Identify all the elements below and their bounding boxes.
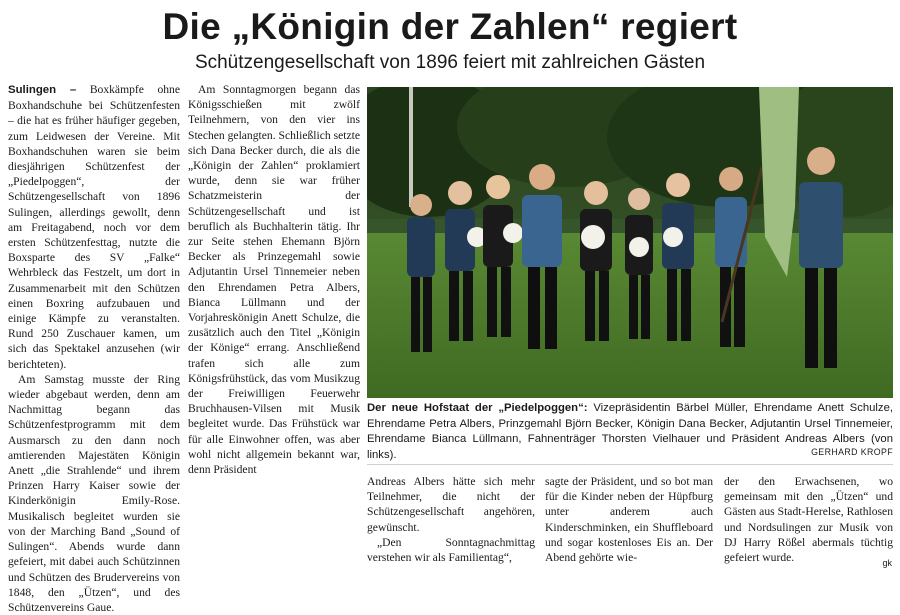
group-photo bbox=[367, 87, 893, 398]
article-column-2 bbox=[188, 82, 360, 577]
paragraph-text: Boxkämpfe ohne Boxhandschuhe bei Schützenfesten – die hat es früher häufiger gegeben, zum Leidwesen der Vereine. Mit Boxhandschuhen waren sie beim diesjährigen Schützenfest der „Piedelpoggen“, der Schützengesellschaft von 1896 Sulingen, allerdings gewollt, denn am Freitagabend, noch vor dem ersten Schützenfesttag, nutzte die Boxsparte des SV „Falke“ Wehrbleck das Festzelt, um dort in Zusammenarbeit mit den Schützen einen Boxring aufzubauen und einige Kämpfe zu veranstalten. Rund 250 Zuschauer kamen, um sich das Spektakel anzusehen (wir berichteten). bbox=[8, 83, 180, 371]
paragraph bbox=[8, 82, 180, 372]
author-signature: gk bbox=[882, 558, 892, 568]
paragraph: Andreas Albers hätte sich mehr Teilnehmer, die nicht der Schützengesellschaft angehören, gewünscht. bbox=[367, 475, 535, 534]
paragraph: sagte der Präsident, und so bot man für die Kinder neben der Hüpfburg unter anderem auch Kinderschminken, ein Shuffleboard und sogar kostenloses Eis an. Der Abend gehörte wie- bbox=[545, 475, 713, 565]
caption-text: Vizepräsidentin Bärbel Müller, Ehrendame Anett Schulze, Ehrendame Petra Albers, Prinzgemahl Björn Becker, Königin Dana Becker, Adjutantin Ursel Tinnemeier, Ehrendame Bianca Lüllmann, Fahnenträger Thorsten Vielhauer und Präsident Andreas Albers (von links). bbox=[367, 402, 893, 461]
dateline: Sulingen – bbox=[8, 84, 77, 96]
paragraph: Am Sonntagmorgen begann das Königsschießen mit zwölf Teilnehmern, von den vier ins Stechen gelangten. Schließlich setzte sich Dana Becker durch, die als die „Königin der Zahlen“ proklamiert wurde, denn sie war früher Schatzmeisterin der Schützengesellschaft und ist beruflich als Buchhalterin tätig. Ihr zur Seite stehen Ehemann Björn Becker als Prinzegemahl sowie Adjutantin Ursel Tinnemeier neben den Ehrendamen Petra Albers, Bianca Lüllmann und der Vorjahreskönigin Anett Schulze, die zusätzlich auch den Titel „Königin der Könige“ errang. Anschließend trafen sich alle zum Königsfrühstück, das vom Musikzug der Freiwilligen Feuerwehr Bruchhausen-Vilsen mit Musik begleitet wurde. Das Frühstück war für alle Einwohner offen, was aber wohl nicht allgemein bekannt war, denn Präsident bbox=[188, 83, 360, 477]
article-column-1 bbox=[8, 82, 180, 614]
headline: Die „Königin der Zahlen“ regiert bbox=[162, 6, 738, 47]
divider bbox=[367, 464, 893, 465]
subheadline: Schützengesellschaft von 1896 feiert mit zahlreichen Gästen bbox=[194, 52, 706, 73]
article-column-5 bbox=[724, 474, 893, 565]
paragraph: der den Erwachsenen, wo gemeinsam mit den „Ützen“ und Gästen aus Stadt-Herelse, Rathlosen und Nordsulingen zur Musik von DJ Harry Rößel abermals tüchtig gefeiert wurde. bbox=[724, 475, 893, 565]
paragraph: Am Samstag musste der Ring wieder abgebaut werden, denn am Nachmittag begann das Schützenfestprogramm mit dem Ausmarsch zu den dann noch amtierenden Majestäten Königin Anett „die Strahlende“ und ihrem Prinzen Harry Kaiser sowie der Kinderkönigin Emily-Rose. Musikalisch begleitet wurden sie von der Marching Band „Sound of Sulingen“. Abends wurde dann gefeiert, mit dabei auch Schützinnen und Schützen des Brudervereins von 1848, den „Ützen“, und des Schützenvereins Gaue. bbox=[8, 372, 180, 614]
paragraph: „Den Sonntagnachmittag verstehen wir als Familientag“, bbox=[367, 535, 535, 565]
photo-credit: GERHARD KROPF bbox=[811, 447, 893, 457]
article-column-3 bbox=[367, 474, 535, 565]
article-column-4 bbox=[545, 474, 713, 565]
caption-lead: Der neue Hofstaat der „Piedelpoggen“: bbox=[367, 402, 588, 414]
